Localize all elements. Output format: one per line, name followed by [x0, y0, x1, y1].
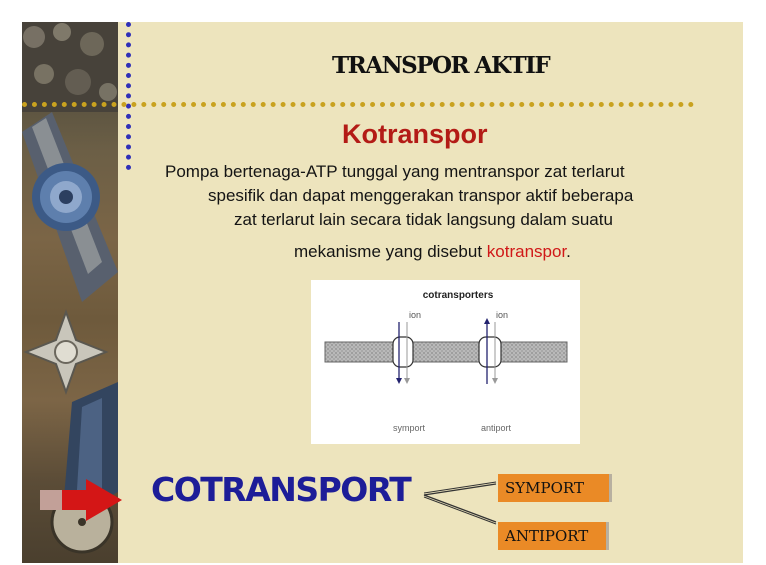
- diagram-ion-left: ion: [408, 310, 422, 320]
- diagram-label-symport: symport: [392, 423, 426, 433]
- highlight-kotranspor: kotranspor: [486, 242, 567, 261]
- red-arrow-icon: [40, 477, 124, 523]
- dotted-vertical-line: [126, 22, 131, 170]
- membrane-segment-left: [325, 342, 393, 362]
- dotted-horizontal-line: [22, 102, 694, 107]
- membrane-segment-middle: [413, 342, 479, 362]
- cotransport-heading: COTRANSPORT: [151, 470, 411, 509]
- antiport-box: ANTIPORT: [498, 522, 609, 550]
- paragraph-line-4-end: .: [566, 242, 571, 261]
- paragraph-line-3: zat terlarut lain secara tidak langsung dalam suatu: [234, 210, 613, 229]
- slide-subtitle: Kotranspor: [342, 119, 488, 149]
- cotransporter-diagram: [311, 280, 580, 444]
- slide: [22, 22, 743, 563]
- symport-box: SYMPORT: [498, 474, 612, 502]
- paragraph-line-2: spesifik dan dapat menggerakan transpor aktif beberapa: [208, 186, 634, 205]
- membrane-segment-right: [501, 342, 567, 362]
- paragraph-line-4-text: mekanisme yang disebut: [294, 242, 487, 261]
- symport-channel: [393, 337, 413, 367]
- diagram-ion-right: ion: [495, 310, 509, 320]
- slide-title: TRANSPOR AKTIF: [332, 52, 550, 79]
- paragraph-line-4: [294, 242, 571, 262]
- branch-lines: [420, 478, 500, 528]
- diagram-title: cotransporters: [422, 290, 494, 301]
- paragraph-line-1: Pompa bertenaga-ATP tunggal yang mentranspor zat terlarut: [165, 162, 625, 181]
- diagram-label-antiport: antiport: [480, 423, 512, 433]
- antiport-channel: [479, 337, 501, 367]
